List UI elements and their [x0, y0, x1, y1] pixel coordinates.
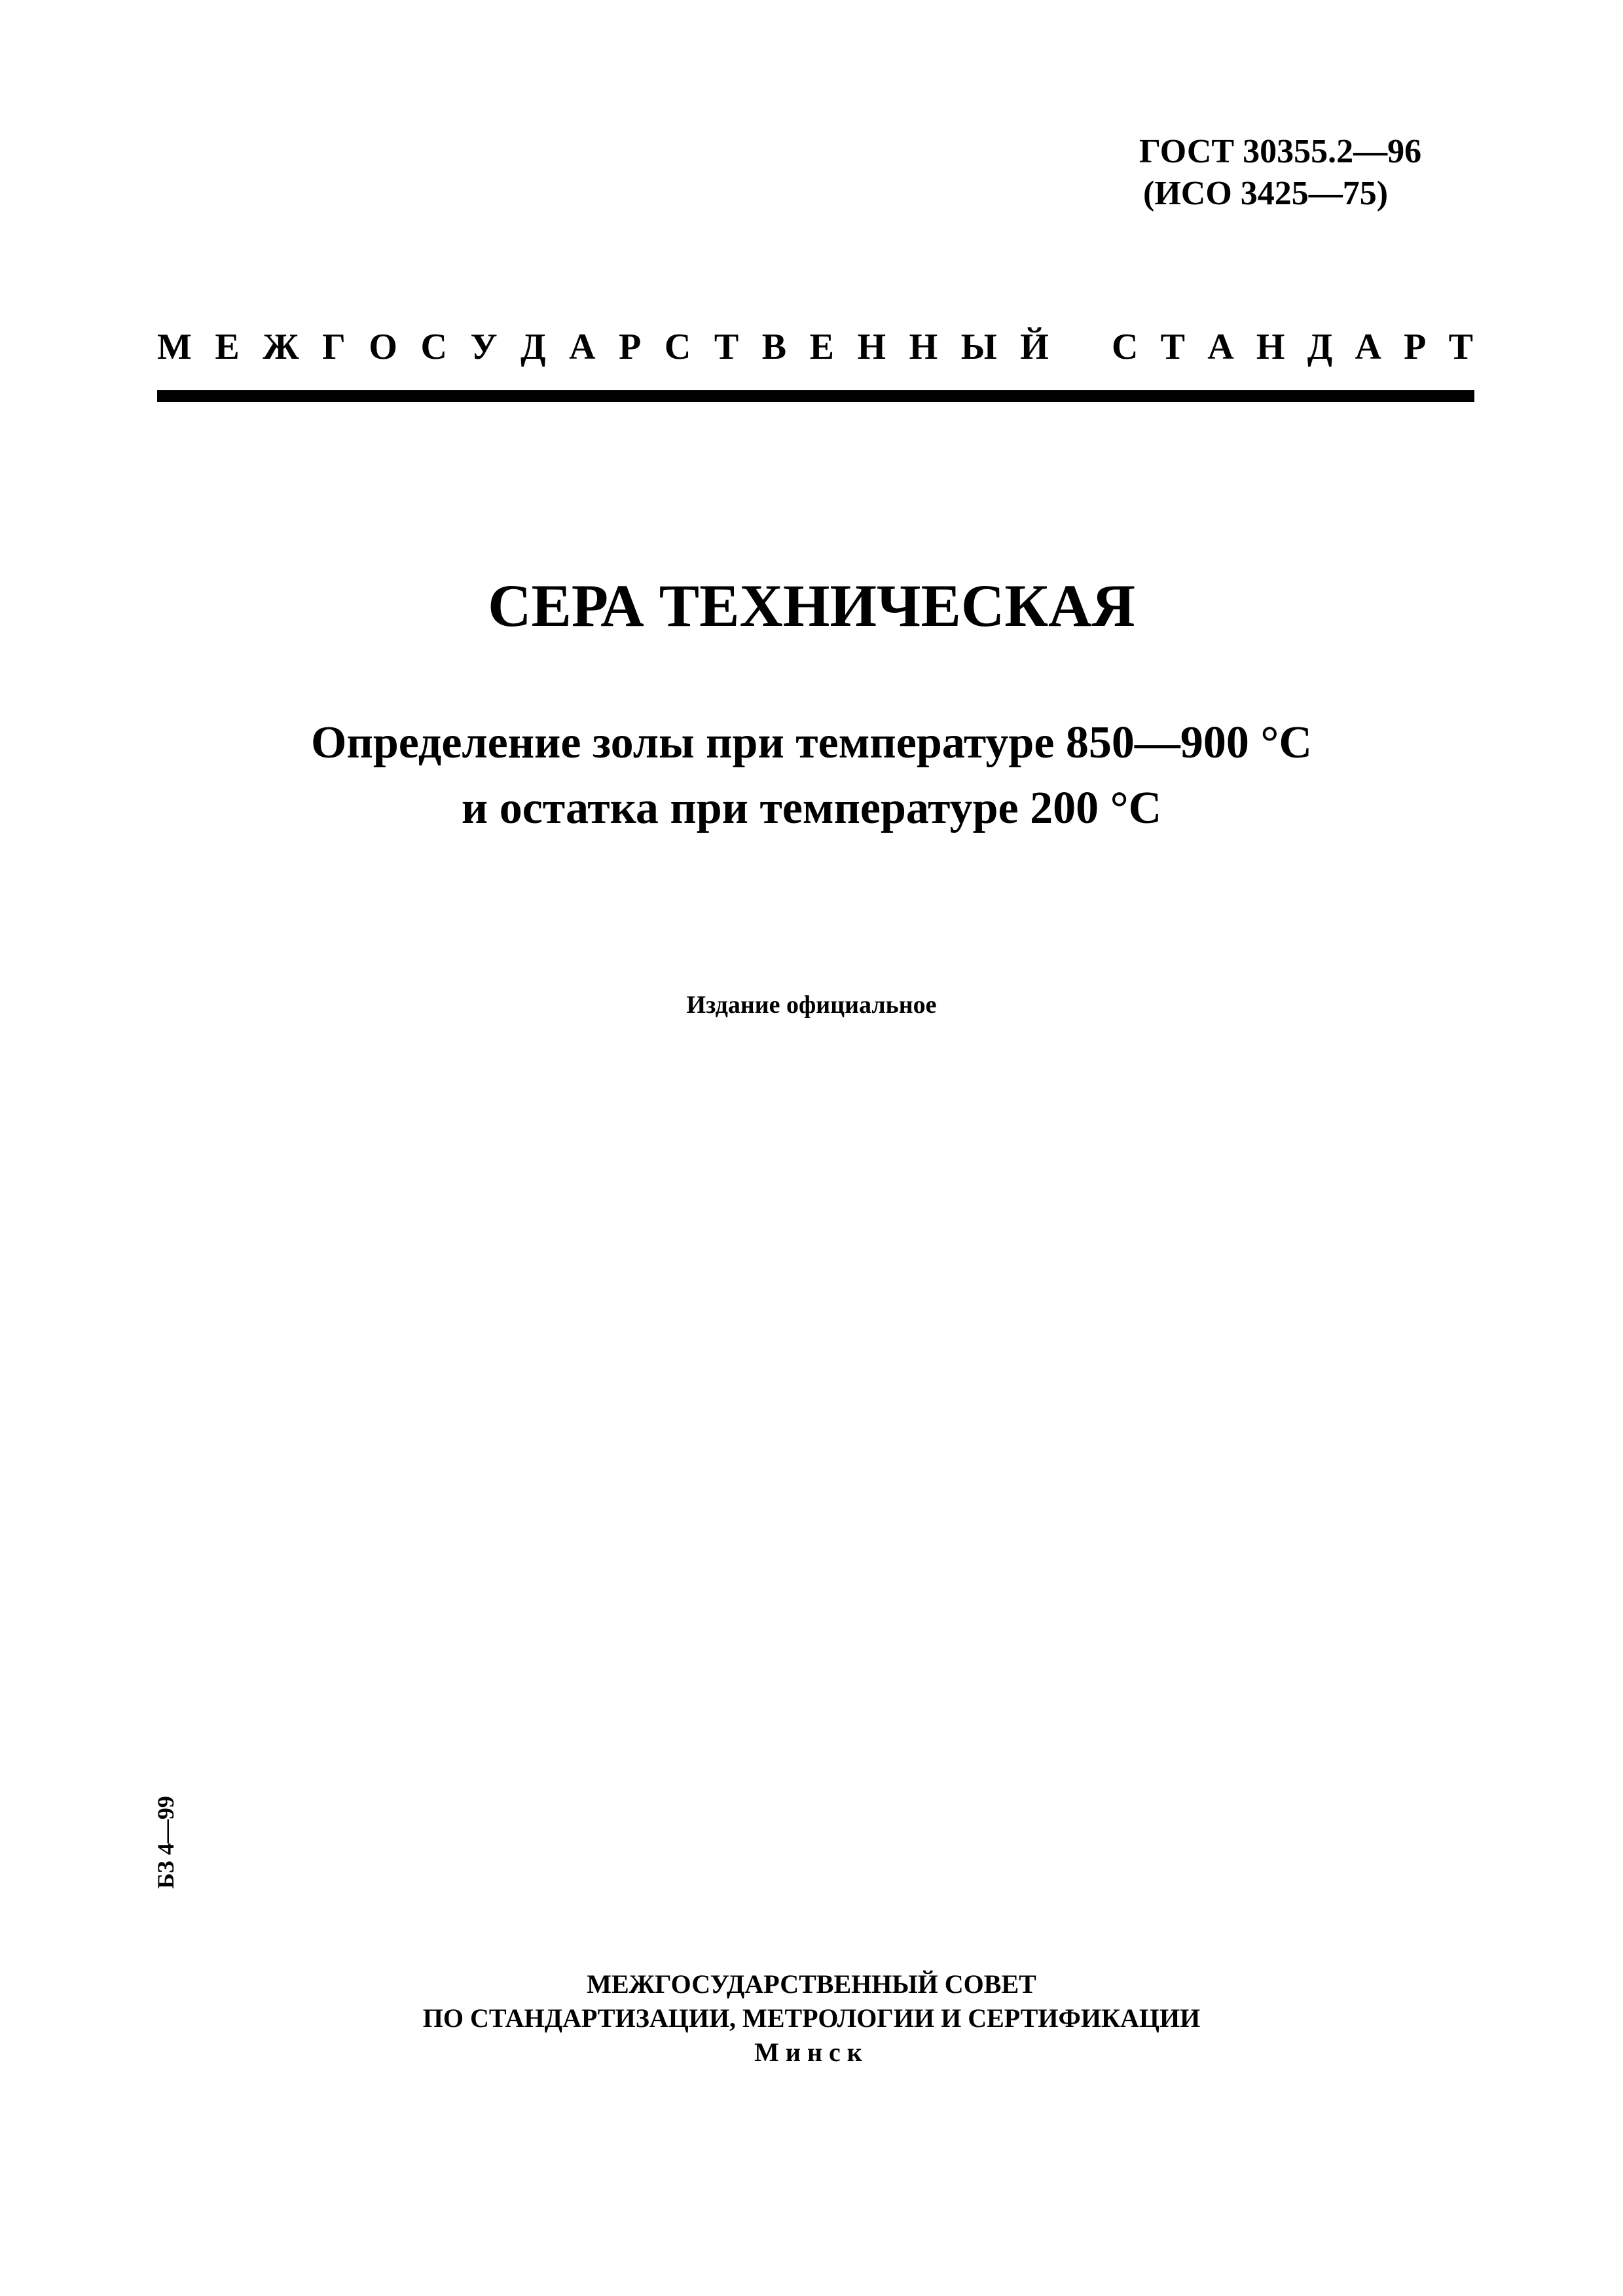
header-letter: С — [1112, 327, 1139, 367]
publisher-footer — [0, 1967, 1623, 2069]
standard-designation — [1139, 131, 1480, 215]
header-letter: М — [157, 327, 192, 367]
header-letter: Т — [1160, 327, 1186, 367]
header-letter: Т — [714, 327, 739, 367]
edition-note: Издание официальное — [686, 991, 937, 1019]
footer-city: Минск — [754, 2037, 869, 2067]
header-letter: А — [1355, 327, 1381, 367]
header-word-interstate — [157, 326, 1049, 368]
header-letter: Н — [909, 327, 938, 367]
header-letter: Ы — [960, 327, 997, 367]
footer-line-1: МЕЖГОСУДАРСТВЕННЫЙ СОВЕТ — [587, 1969, 1036, 1999]
gost-number: ГОСТ 30355.2—96 — [1139, 133, 1422, 170]
header-letter: Н — [1256, 327, 1285, 367]
document-title: СЕРА ТЕХНИЧЕСКАЯ — [488, 572, 1135, 639]
header-letter: В — [761, 327, 787, 367]
header-letter: Р — [1404, 327, 1427, 367]
header-letter: У — [470, 327, 498, 367]
header-letter: С — [664, 327, 691, 367]
header-letter: А — [569, 327, 596, 367]
header-letter: Н — [857, 327, 886, 367]
header-letter: Р — [619, 327, 642, 367]
footer-line-2: ПО СТАНДАРТИЗАЦИИ, МЕТРОЛОГИИ И СЕРТИФИКАЦИИ — [422, 2003, 1201, 2033]
header-letter: Е — [215, 327, 240, 367]
header-word-standard — [1112, 326, 1473, 368]
header-letter: С — [420, 327, 447, 367]
subtitle-line-1: Определение золы при температуре 850—900 °С — [311, 718, 1312, 768]
header-letter: О — [369, 327, 397, 367]
header-letter: Г — [322, 327, 346, 367]
header-letter: Ж — [263, 327, 299, 367]
subtitle-line-2: и остатка при температуре 200 °С — [461, 783, 1162, 833]
header-letter: Е — [809, 327, 834, 367]
header-letter: А — [1207, 327, 1234, 367]
header-rule — [157, 390, 1474, 402]
header-letter: Д — [520, 327, 546, 367]
standard-type-header — [157, 321, 1473, 373]
document-subtitle — [0, 710, 1623, 841]
iso-number: (ИСО 3425—75) — [1143, 175, 1389, 212]
header-letter: Й — [1020, 327, 1049, 367]
header-letter: Д — [1307, 327, 1333, 367]
header-letter: Т — [1448, 327, 1473, 367]
side-code: БЗ 4—99 — [153, 1796, 179, 1889]
